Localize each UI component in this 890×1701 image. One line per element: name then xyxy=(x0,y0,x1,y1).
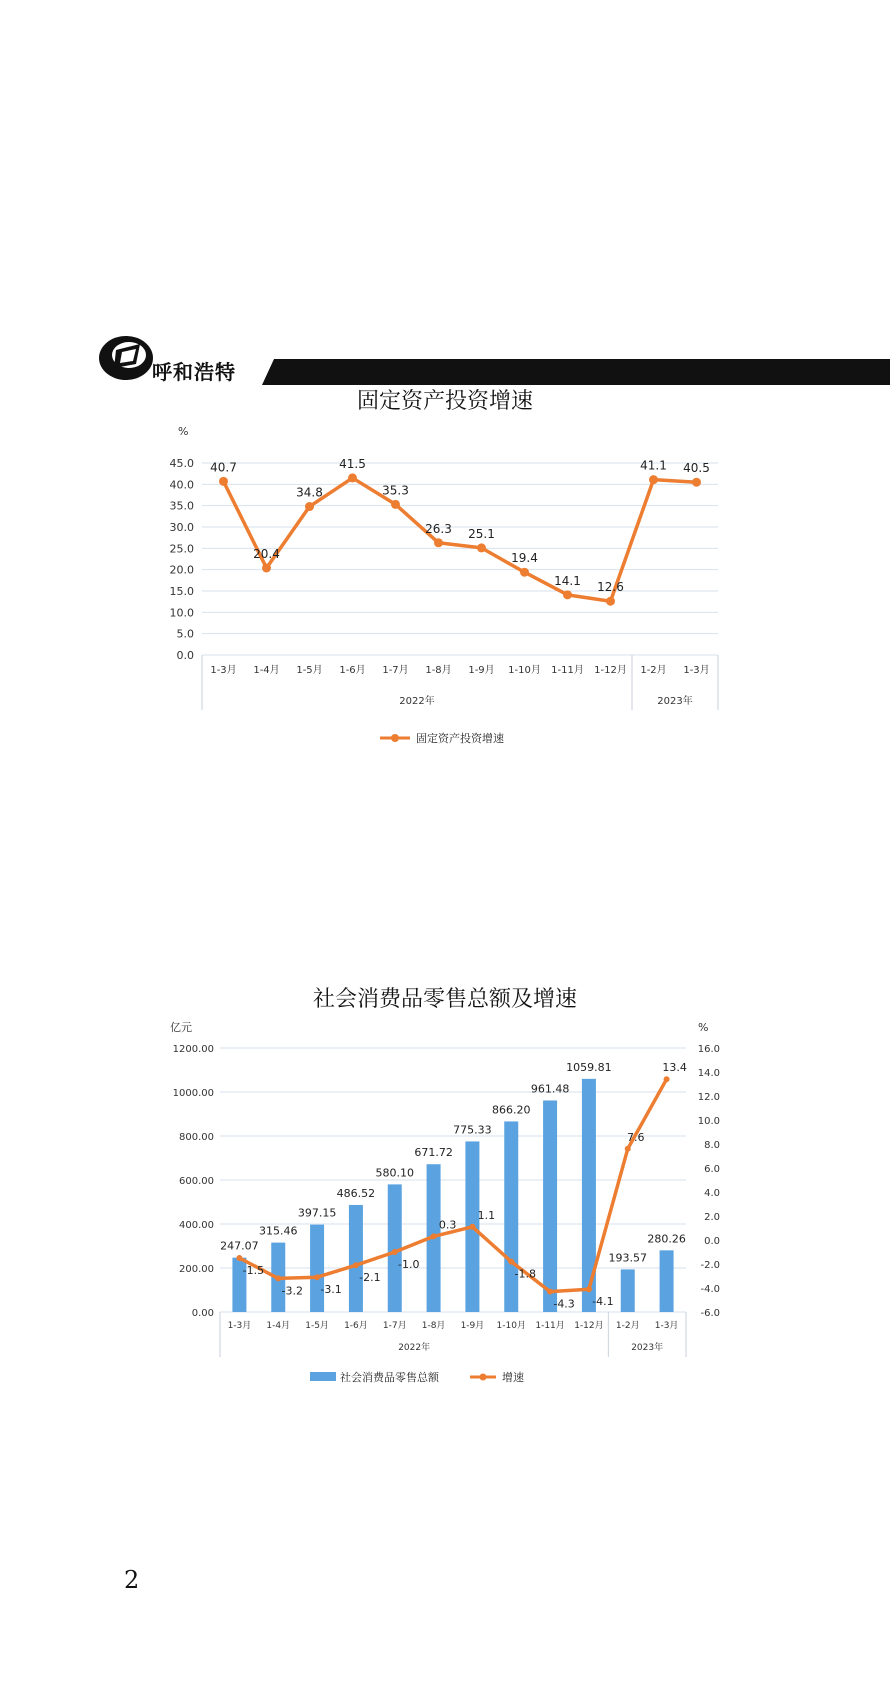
chart2-growth-point xyxy=(664,1076,670,1082)
chart2-y2-unit: % xyxy=(698,1021,709,1034)
chart1-data-label: 40.7 xyxy=(210,460,237,475)
chart1-x-tick-label: 1-10月 xyxy=(508,665,541,676)
chart2-x-tick-label: 1-7月 xyxy=(382,1321,407,1331)
chart2-x-tick-label: 1-6月 xyxy=(344,1321,368,1331)
chart2-x-tick-label: 1-4月 xyxy=(266,1321,291,1331)
page-header xyxy=(0,160,890,384)
chart2-y2-tick-label: 12.0 xyxy=(697,1092,720,1103)
chart1-x-tick-label: 1-9月 xyxy=(468,665,495,676)
chart1-data-label: 12.6 xyxy=(597,580,624,595)
chart2-bar xyxy=(349,1205,363,1312)
chart1-data-point xyxy=(219,477,228,486)
chart2-year-label: 2023年 xyxy=(631,1343,664,1353)
chart1-data-label: 20.4 xyxy=(253,546,280,561)
chart1-data-label: 41.1 xyxy=(640,458,667,473)
chart2-x-tick-label: 1-3月 xyxy=(227,1321,252,1331)
chart2-legend-bar-label: 社会消费品零售总额 xyxy=(340,1371,439,1384)
chart2-y2-tick-label: 6.0 xyxy=(704,1164,720,1175)
chart1-legend-label: 固定资产投资增速 xyxy=(416,732,504,745)
chart2-growth-point xyxy=(431,1233,437,1239)
brand-name: 呼和浩特 xyxy=(152,360,236,384)
chart2-legend-line-marker xyxy=(480,1374,487,1381)
chart1-y-tick-label: 30.0 xyxy=(169,521,194,534)
chart2-y2-tick-label: 16.0 xyxy=(697,1044,720,1055)
chart1-y-tick-label: 35.0 xyxy=(169,499,194,513)
chart2-growth-label: -3.2 xyxy=(281,1284,303,1298)
chart1-y-tick-label: 15.0 xyxy=(169,585,194,598)
chart1-data-label: 41.5 xyxy=(339,456,366,471)
chart2-bar-label: 280.26 xyxy=(647,1232,686,1246)
chart2-x-tick-label: 1-2月 xyxy=(615,1321,640,1331)
header-stripe xyxy=(262,359,890,385)
chart1-legend-marker xyxy=(391,734,399,742)
chart2-bar xyxy=(504,1121,518,1312)
chart1-y-tick-label: 0.0 xyxy=(176,649,194,662)
chart2-growth-point xyxy=(625,1146,631,1152)
chart1-data-point xyxy=(391,500,400,509)
chart1-x-tick-label: 1-7月 xyxy=(382,665,409,676)
chart2-bar-label: 671.72 xyxy=(414,1146,453,1160)
chart2-y-tick-label: 1200.00 xyxy=(172,1044,214,1055)
chart1-y-tick-label: 40.0 xyxy=(169,478,194,492)
chart2-bar-label: 1059.81 xyxy=(566,1060,612,1074)
chart1-data-point xyxy=(649,475,658,484)
chart2-legend-line-label: 增速 xyxy=(502,1371,524,1384)
chart1-y-unit: % xyxy=(178,425,189,438)
chart1-data-label: 26.3 xyxy=(425,521,452,536)
chart2-growth-label: -1.8 xyxy=(514,1267,536,1281)
chart2-x-tick-label: 1-10月 xyxy=(496,1321,526,1331)
chart2-bar-label: 580.10 xyxy=(375,1166,414,1180)
page-number: 2 xyxy=(124,1566,140,1594)
chart1-data-point xyxy=(692,478,701,487)
chart2-y2-tick-label: -2.0 xyxy=(700,1260,720,1271)
chart2-bar xyxy=(621,1269,635,1312)
chart1-series-line xyxy=(224,478,697,601)
chart2-bar-label: 397.15 xyxy=(297,1206,337,1220)
chart2-bar xyxy=(310,1225,324,1312)
chart2-bar xyxy=(660,1250,674,1312)
chart1-data-point xyxy=(477,543,486,552)
chart2-x-tick-label: 1-12月 xyxy=(574,1321,604,1331)
chart1-data-label: 40.5 xyxy=(683,461,710,476)
chart2-y-tick-label: 200.00 xyxy=(179,1264,214,1275)
chart1-data-point xyxy=(606,597,615,606)
chart2-bar-label: 775.33 xyxy=(453,1123,492,1137)
chart2-growth-label: 7.6 xyxy=(627,1130,645,1144)
chart2-y-unit: 亿元 xyxy=(170,1021,192,1034)
chart2-growth-point xyxy=(353,1262,359,1268)
chart1-data-label: 14.1 xyxy=(554,573,581,588)
chart2-bar xyxy=(543,1100,557,1312)
chart2-bar-label: 193.57 xyxy=(608,1251,647,1265)
chart2-growth-point xyxy=(236,1255,242,1261)
chart1-data-label: 25.1 xyxy=(468,526,495,541)
chart1-title: 固定资产投资增速 xyxy=(356,389,533,414)
chart2-x-tick-label: 1-11月 xyxy=(535,1321,565,1331)
chart2-y2-tick-label: -6.0 xyxy=(700,1308,720,1319)
chart2-x-tick-label: 1-9月 xyxy=(460,1321,485,1331)
chart1-x-tick-label: 1-12月 xyxy=(594,665,627,676)
chart2-y2-tick-label: -4.0 xyxy=(700,1284,720,1295)
chart2-legend-bar-swatch xyxy=(310,1372,336,1381)
chart2-y2-tick-label: 10.0 xyxy=(697,1116,720,1127)
chart1-data-label: 34.8 xyxy=(296,485,323,500)
chart2-bar-label: 486.52 xyxy=(336,1186,376,1200)
chart2-y2-tick-label: 4.0 xyxy=(704,1188,720,1199)
chart2-growth-point xyxy=(547,1289,553,1295)
chart2-y2-tick-label: 2.0 xyxy=(704,1212,720,1223)
chart1-y-tick-label: 20.0 xyxy=(169,563,194,577)
chart2-y-tick-label: 400.00 xyxy=(179,1220,214,1231)
logo-icon xyxy=(96,330,156,386)
chart2-growth-label: -1.0 xyxy=(398,1258,420,1271)
chart1-data-point xyxy=(348,473,357,482)
chart2-bar-label: 961.48 xyxy=(530,1082,570,1096)
chart2-x-tick-label: 1-3月 xyxy=(654,1321,679,1331)
chart1-year-label: 2022年 xyxy=(399,696,435,707)
chart1-y-tick-label: 45.0 xyxy=(169,457,194,470)
chart2-y2-tick-label: 8.0 xyxy=(704,1140,720,1151)
chart1-data-point xyxy=(520,568,529,577)
chart2-growth-point xyxy=(586,1286,592,1292)
chart2-y-tick-label: 0.00 xyxy=(191,1308,214,1319)
chart1-data-point xyxy=(305,502,314,511)
chart1-x-tick-label: 1-5月 xyxy=(296,665,323,676)
chart2-growth-label: -2.1 xyxy=(359,1271,381,1285)
chart2-y-tick-label: 800.00 xyxy=(179,1132,214,1143)
chart2-y2-tick-label: 0.0 xyxy=(704,1236,720,1247)
chart2-growth-point xyxy=(508,1259,514,1265)
chart1-x-tick-label: 1-11月 xyxy=(551,665,584,676)
chart1-data-point xyxy=(434,538,443,547)
chart2-growth-label: -3.1 xyxy=(320,1283,342,1297)
chart2-growth-point xyxy=(275,1275,281,1281)
chart2-x-tick-label: 1-5月 xyxy=(305,1321,329,1331)
chart2-growth-label: -4.3 xyxy=(553,1297,575,1311)
chart2-growth-label: 0.3 xyxy=(438,1218,457,1232)
chart1-x-tick-label: 1-3月 xyxy=(683,665,710,676)
chart2-growth-label: -4.1 xyxy=(592,1295,614,1309)
chart2-bar-label: 315.46 xyxy=(259,1224,298,1238)
chart2-growth-line xyxy=(239,1079,666,1291)
chart1-data-label: 19.4 xyxy=(511,551,538,566)
chart1-x-tick-label: 1-4月 xyxy=(253,665,280,676)
chart1-data-label: 35.3 xyxy=(382,483,409,498)
chart2-growth-point xyxy=(392,1249,398,1255)
chart1-y-tick-label: 25.0 xyxy=(169,542,194,556)
chart1-x-tick-label: 1-2月 xyxy=(640,665,667,676)
chart1-data-point xyxy=(563,590,572,599)
chart1-y-tick-label: 10.0 xyxy=(169,606,194,620)
chart1-x-tick-label: 1-8月 xyxy=(425,665,452,676)
chart2-y2-tick-label: 14.0 xyxy=(697,1068,720,1079)
chart2-title: 社会消费品零售总额及增速 xyxy=(312,987,577,1012)
chart2-growth-point xyxy=(314,1274,320,1280)
chart2-growth-label: -1.5 xyxy=(242,1264,265,1277)
chart1-data-point xyxy=(262,563,271,572)
chart2-bar-label: 247.07 xyxy=(220,1239,259,1253)
chart1-line-chart xyxy=(150,415,740,745)
chart2-year-label: 2022年 xyxy=(398,1343,431,1353)
chart1-x-tick-label: 1-3月 xyxy=(210,665,237,676)
chart2-growth-label: 13.4 xyxy=(662,1061,687,1075)
chart2-y-tick-label: 1000.00 xyxy=(172,1088,214,1099)
chart2-combo-chart xyxy=(150,1015,740,1385)
chart2-x-tick-label: 1-8月 xyxy=(421,1321,446,1331)
chart2-bar-label: 866.20 xyxy=(492,1103,531,1117)
chart1-y-tick-label: 5.0 xyxy=(176,627,194,641)
chart2-y-tick-label: 600.00 xyxy=(179,1176,214,1187)
chart2-growth-point xyxy=(469,1224,475,1230)
chart1-x-tick-label: 1-6月 xyxy=(339,665,366,676)
chart2-growth-label: 1.1 xyxy=(477,1208,496,1222)
chart1-year-label: 2023年 xyxy=(657,696,693,707)
